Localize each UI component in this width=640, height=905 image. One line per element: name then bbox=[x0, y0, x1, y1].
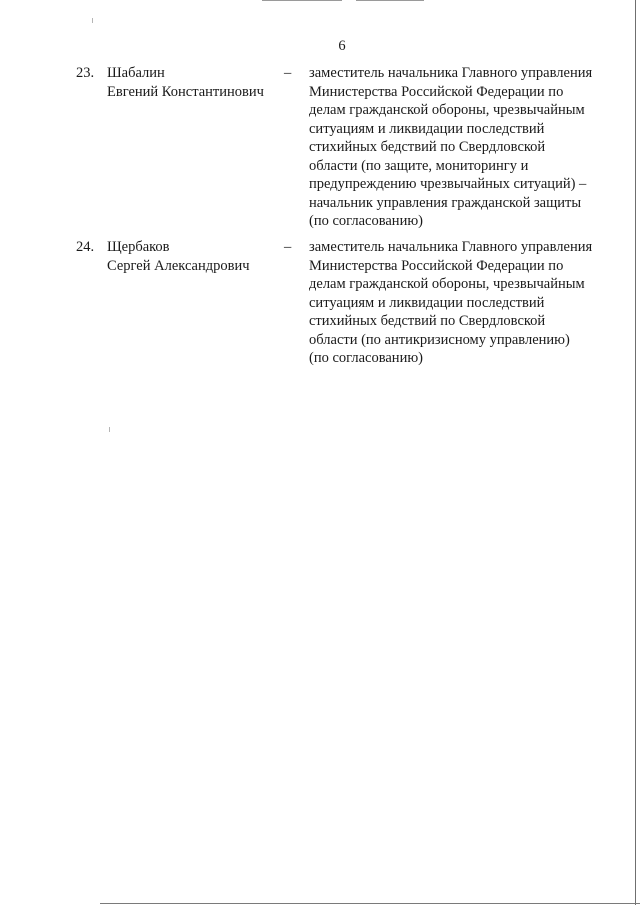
person-given-names: Сергей Александрович bbox=[107, 257, 250, 274]
scan-artifact-top-line bbox=[262, 0, 342, 1]
person-surname: Шабалин bbox=[107, 65, 165, 81]
entry-dash: – bbox=[284, 65, 292, 81]
description-line: заместитель начальника Главного управления bbox=[309, 65, 593, 81]
description-line: заместитель начальника Главного управления bbox=[309, 239, 593, 255]
entry-number: 24. bbox=[76, 239, 95, 255]
description-line: (по согласованию) bbox=[309, 350, 423, 366]
description-line: ситуациям и ликвидации последствий bbox=[309, 120, 545, 137]
position-description bbox=[309, 64, 614, 231]
description-line: Министерства Российской Федерации по bbox=[309, 83, 564, 100]
description-line: начальник управления гражданской защиты bbox=[309, 194, 582, 211]
page-number: 6 bbox=[338, 38, 346, 54]
description-line: области (по антикризисному управлению) bbox=[309, 331, 570, 348]
description-line: стихийных бедствий по Свердловской bbox=[309, 313, 546, 329]
scan-artifact-bottom-line bbox=[100, 903, 640, 904]
description-line: предупреждению чрезвычайных ситуаций) – bbox=[309, 176, 587, 192]
entry-number: 23. bbox=[76, 65, 95, 81]
position-description bbox=[309, 238, 614, 368]
scan-artifact-right-edge bbox=[635, 0, 636, 905]
entry-dash: – bbox=[284, 239, 292, 255]
person-given-names: Евгений Константинович bbox=[107, 83, 264, 100]
description-line: стихийных бедствий по Свердловской bbox=[309, 139, 546, 155]
description-line: (по согласованию) bbox=[309, 213, 423, 229]
description-line: делам гражданской обороны, чрезвычайным bbox=[309, 276, 585, 292]
scan-artifact-top-line bbox=[356, 0, 424, 1]
description-line: области (по защите, мониторингу и bbox=[309, 157, 529, 174]
description-line: Министерства Российской Федерации по bbox=[309, 257, 564, 274]
person-name bbox=[107, 64, 277, 101]
person-surname: Щербаков bbox=[107, 239, 170, 255]
scan-artifact-mark bbox=[109, 427, 110, 432]
person-name bbox=[107, 238, 277, 275]
scan-artifact-mark bbox=[92, 18, 93, 23]
description-line: ситуациям и ликвидации последствий bbox=[309, 294, 545, 311]
description-line: делам гражданской обороны, чрезвычайным bbox=[309, 102, 585, 118]
